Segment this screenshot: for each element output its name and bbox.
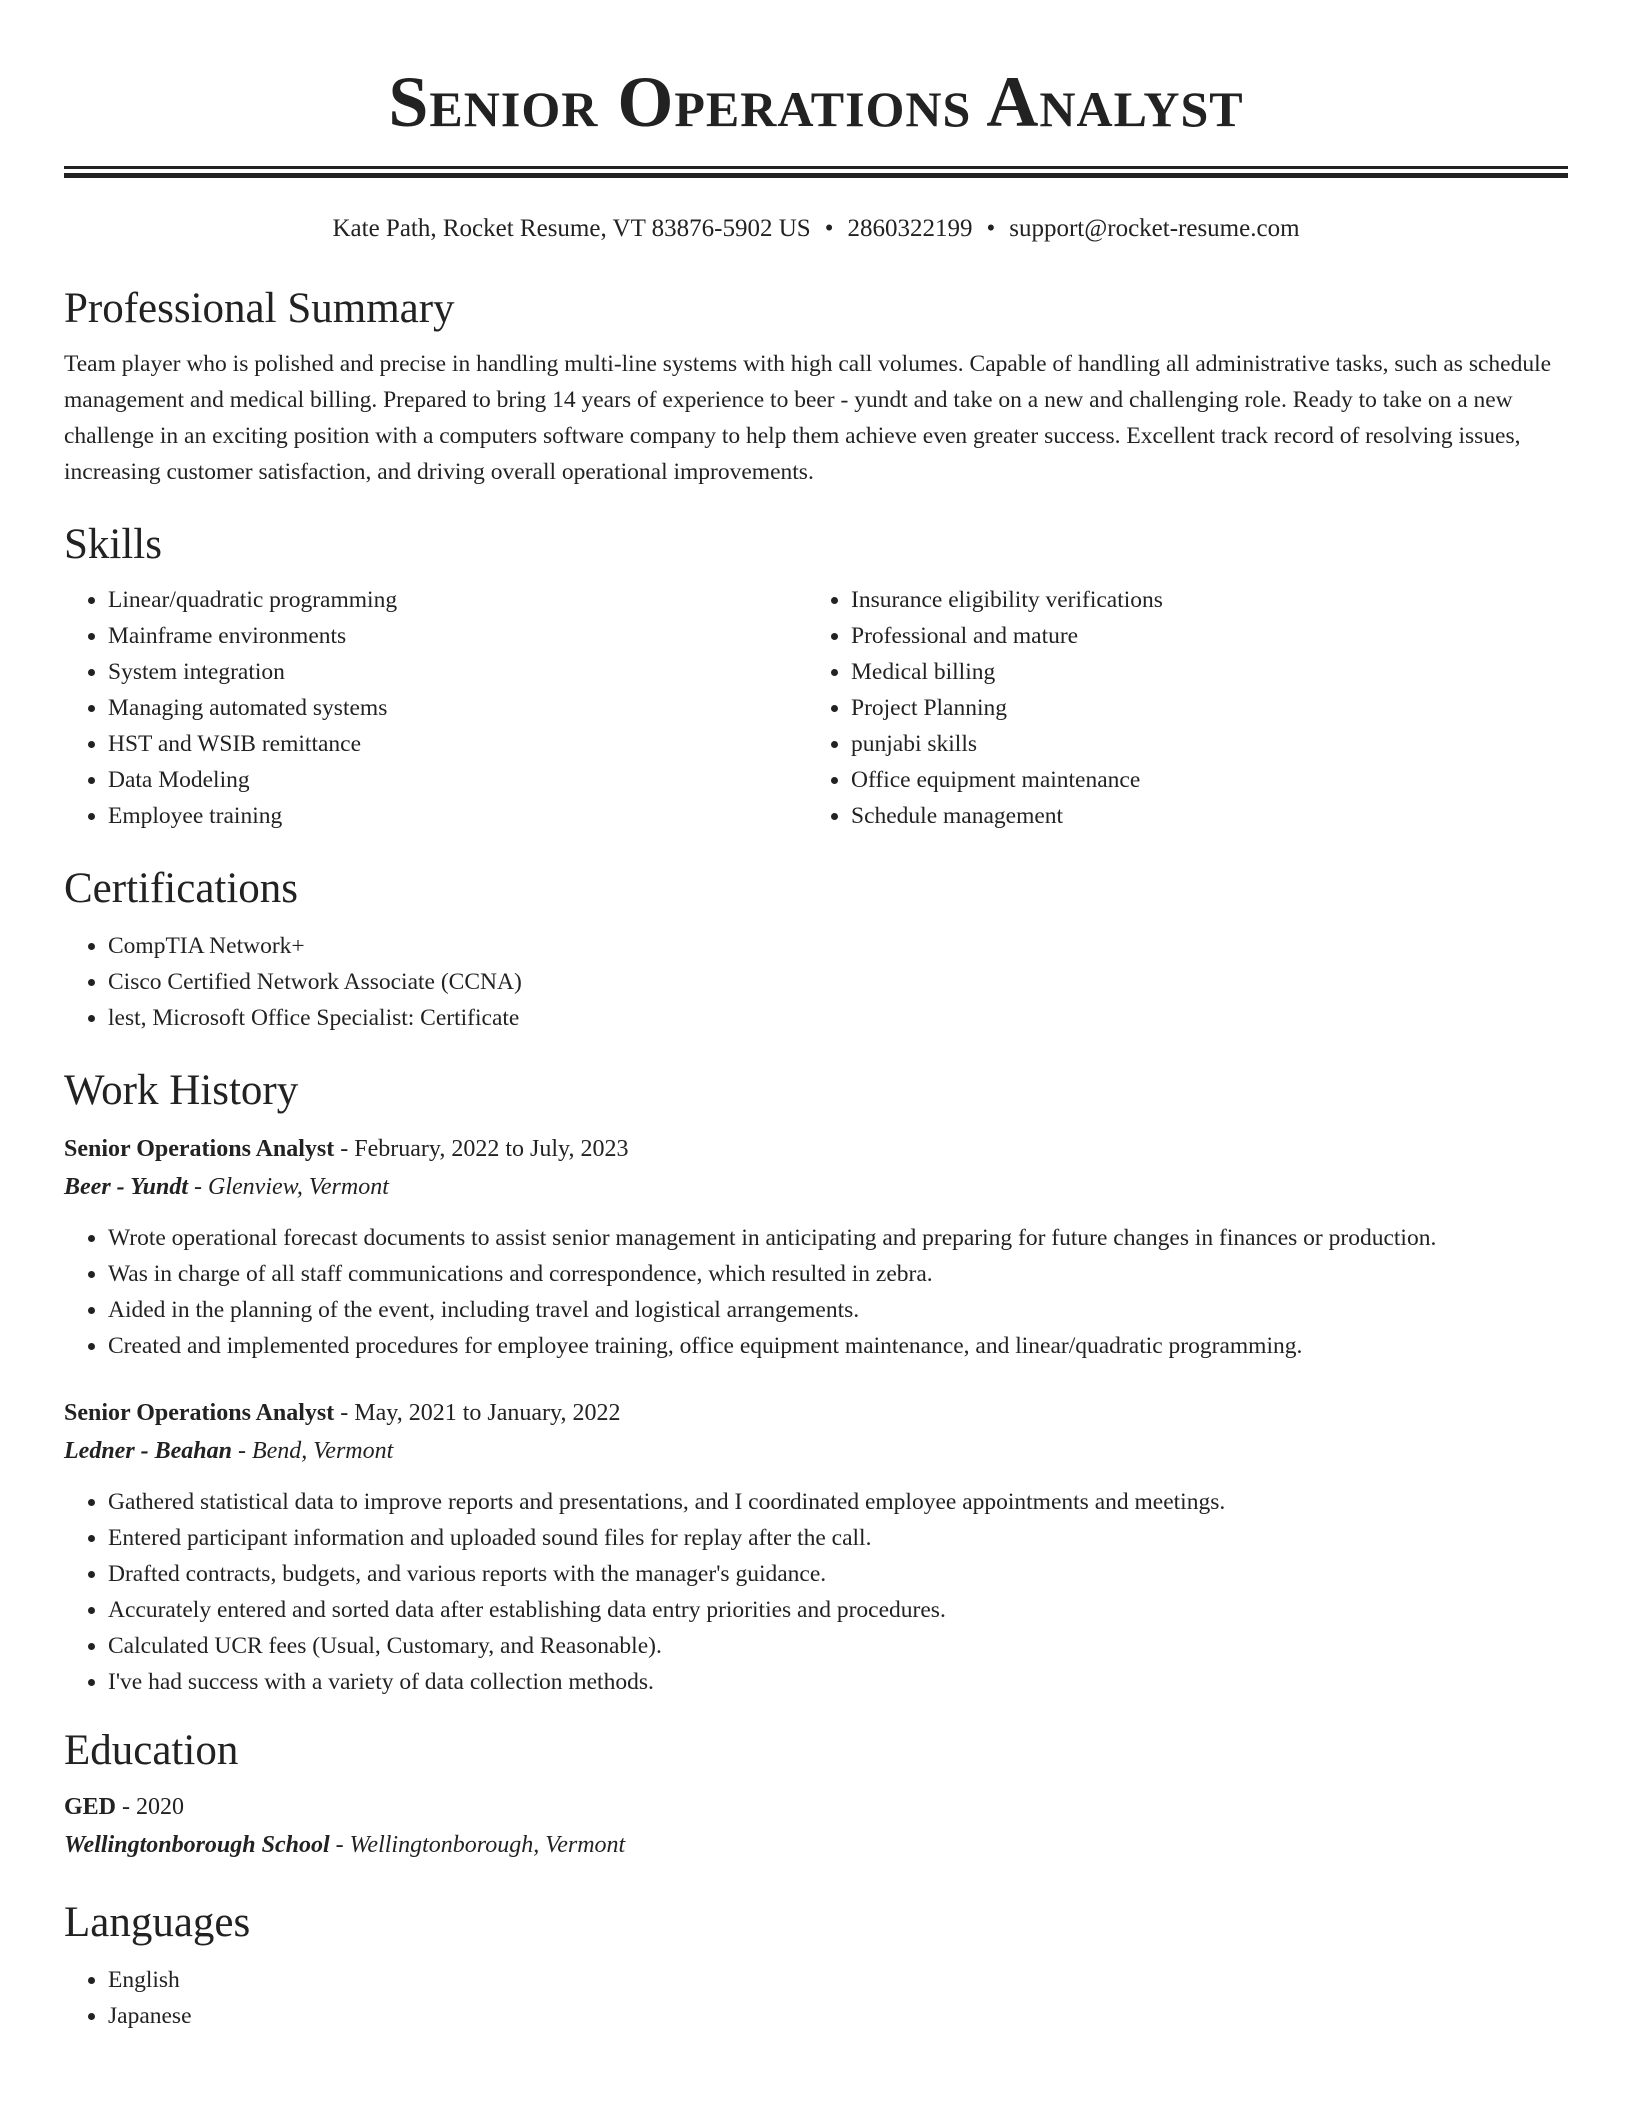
skill-item: • System integration: [108, 654, 807, 690]
skill-item: • Employee training: [108, 798, 807, 834]
skills-heading: Skills: [64, 521, 162, 568]
job-employer-line: [64, 1168, 1568, 1206]
education-heading: Education: [64, 1727, 239, 1774]
title-divider-thick: [64, 173, 1568, 178]
job-duty-item: • Calculated UCR fees (Usual, Customary, and Reasonable).: [108, 1628, 1568, 1664]
language-item: • English: [108, 1962, 1568, 1998]
work-history-list: [64, 1130, 1568, 1700]
job-duties-list: [64, 1220, 1568, 1364]
education-location: - Wellingtonborough, Vermont: [329, 1832, 626, 1858]
job-title-line: [64, 1130, 1568, 1168]
job-employer: Ledner - Beahan: [64, 1438, 232, 1464]
certification-item: • Cisco Certified Network Associate (CCNA): [108, 964, 1568, 1000]
summary-heading: Professional Summary: [64, 285, 455, 332]
contact-phone[interactable]: 2860322199: [847, 215, 973, 242]
job-duty-item: • Entered participant information and uploaded sound files for replay after the call.: [108, 1520, 1568, 1556]
job-entry: [64, 1394, 1568, 1700]
certification-item: • lest, Microsoft Office Specialist: Certificate: [108, 1000, 1568, 1036]
education-school-line: [64, 1826, 1568, 1864]
skill-item: • Linear/quadratic programming: [108, 582, 807, 618]
work-history-heading: Work History: [64, 1067, 299, 1114]
job-title: Senior Operations Analyst: [64, 1136, 335, 1162]
job-employer-line: [64, 1432, 1568, 1470]
education-school: Wellingtonborough School: [64, 1832, 330, 1858]
language-item: • Japanese: [108, 1998, 1568, 2034]
contact-separator: •: [986, 215, 996, 242]
job-location: - Glenview, Vermont: [188, 1174, 389, 1200]
skill-item: • Data Modeling: [108, 762, 807, 798]
title-divider-thin: [64, 166, 1568, 169]
skill-item: • HST and WSIB remittance: [108, 726, 807, 762]
job-title-line: [64, 1394, 1568, 1432]
skill-item: • Professional and mature: [851, 618, 1550, 654]
job-title: Senior Operations Analyst: [64, 1400, 335, 1426]
job-employer: Beer - Yundt: [64, 1174, 189, 1200]
languages-heading: Languages: [64, 1899, 251, 1946]
job-location: - Bend, Vermont: [232, 1438, 394, 1464]
skill-item: • Schedule management: [851, 798, 1550, 834]
certifications-list: [64, 928, 1568, 1036]
job-duty-item: • Created and implemented procedures for employee training, office equipment maintenance, and linear/quadratic programming.: [108, 1328, 1568, 1364]
summary-text: Team player who is polished and precise in handling multi-line systems with high call volumes. Capable of handling all administrative tasks, such as schedule management and medical billing. Prepared to bring 14 years of experience to beer - yundt and take on a new and challenging role. Ready to take on a new challenge in an exciting position with a computers software company to help them achieve even greater success. Excellent track record of resolving issues, increasing customer satisfaction, and driving overall operational improvements.: [64, 351, 1552, 485]
certifications-heading: Certifications: [64, 865, 299, 912]
contact-email[interactable]: support@rocket-resume.com: [1009, 215, 1300, 242]
contact-address: Kate Path, Rocket Resume, VT 83876-5902 US: [332, 215, 811, 242]
education-year: - 2020: [116, 1794, 185, 1820]
contact-line: [64, 214, 1568, 244]
job-duty-item: • I've had success with a variety of data collection methods.: [108, 1664, 1568, 1700]
skill-item: • Mainframe environments: [108, 618, 807, 654]
job-entry: [64, 1130, 1568, 1364]
education-degree-line: [64, 1788, 1568, 1826]
job-duty-item: • Wrote operational forecast documents to assist senior management in anticipating and preparing for future changes in finances or production.: [108, 1220, 1568, 1256]
skills-column-left: [64, 582, 807, 834]
skill-item: • Insurance eligibility verifications: [851, 582, 1550, 618]
certification-item: • CompTIA Network+: [108, 928, 1568, 964]
skill-item: • punjabi skills: [851, 726, 1550, 762]
skills-list: [64, 582, 1568, 834]
education-degree: GED: [64, 1794, 117, 1820]
languages-list: [64, 1962, 1568, 2034]
job-duty-item: • Accurately entered and sorted data after establishing data entry priorities and procedures.: [108, 1592, 1568, 1628]
skill-item: • Office equipment maintenance: [851, 762, 1550, 798]
job-duty-item: • Gathered statistical data to improve reports and presentations, and I coordinated employee appointments and meetings.: [108, 1484, 1568, 1520]
skill-item: • Medical billing: [851, 654, 1550, 690]
skill-item: • Managing automated systems: [108, 690, 807, 726]
contact-separator: •: [824, 215, 834, 242]
job-duty-item: • Was in charge of all staff communications and correspondence, which resulted in zebra.: [108, 1256, 1568, 1292]
job-duty-item: • Drafted contracts, budgets, and various reports with the manager's guidance.: [108, 1556, 1568, 1592]
job-duty-item: • Aided in the planning of the event, including travel and logistical arrangements.: [108, 1292, 1568, 1328]
job-duties-list: [64, 1484, 1568, 1700]
skills-column-right: [807, 582, 1550, 834]
job-dates: - May, 2021 to January, 2022: [334, 1400, 621, 1426]
job-dates: - February, 2022 to July, 2023: [334, 1136, 629, 1162]
resume-title: Senior Operations Analyst: [388, 62, 1244, 142]
skill-item: • Project Planning: [851, 690, 1550, 726]
